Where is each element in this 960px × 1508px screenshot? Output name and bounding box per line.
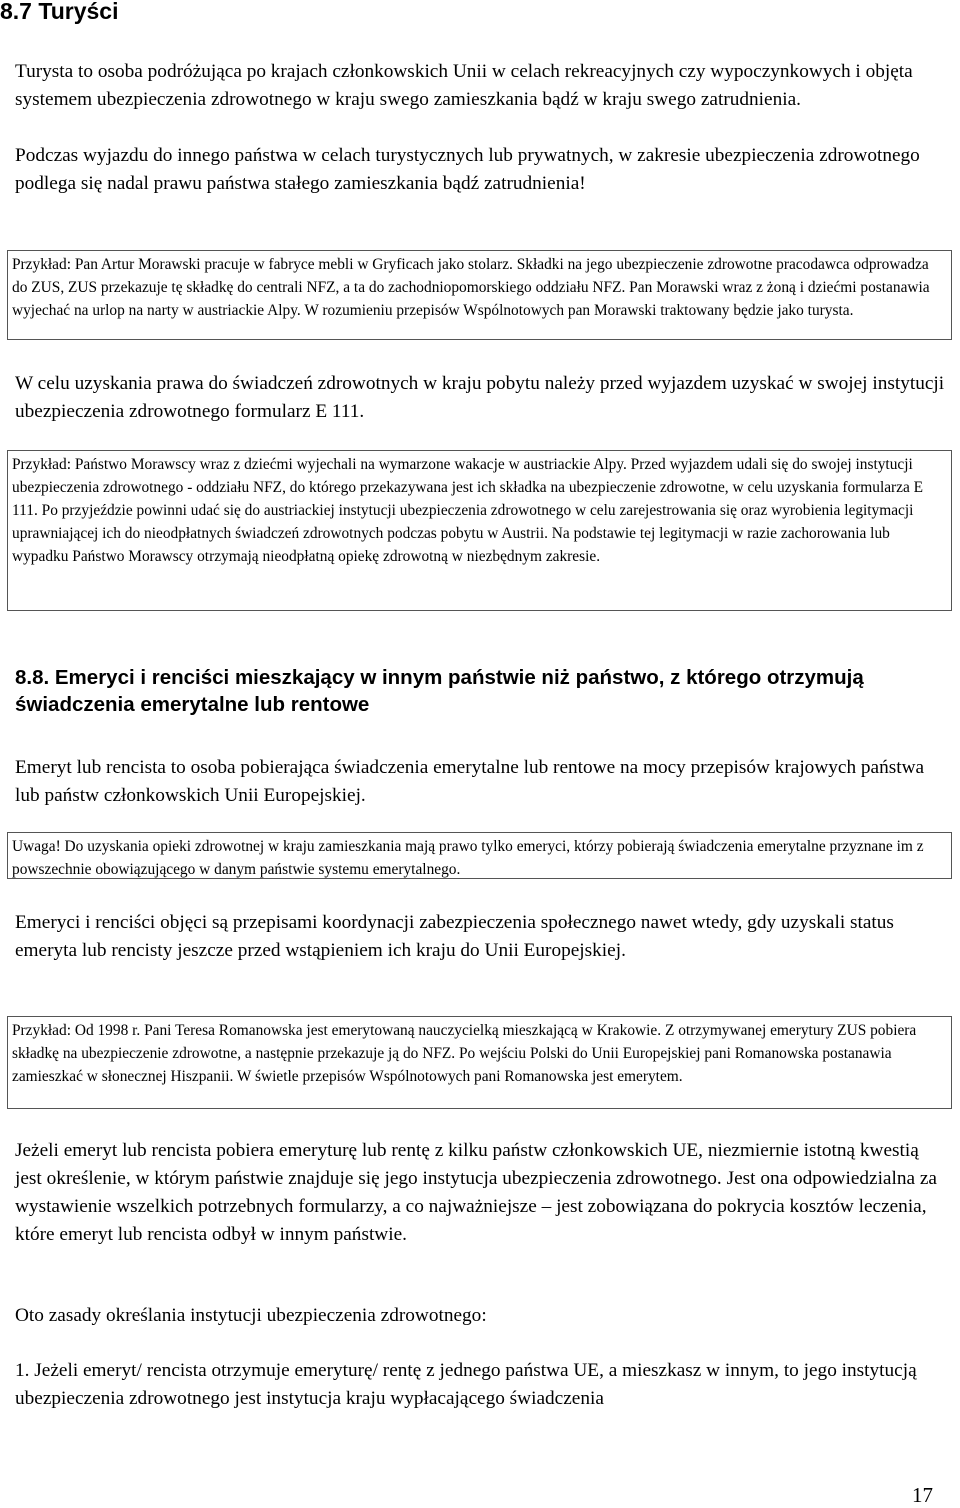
multiple-pensions-paragraph: Jeżeli emeryt lub rencista pobiera emeryturę lub rentę z kilku państw członkowskich UE, niezmiernie istotną kwestią jest określenie, w którym państwie znajduje się jego instytucja ubezpieczenia zdrowotnego. Jest ona odpowiedzialna za wystawienie wszelkich potrzebnych formularzy, a co najważniejsze – jest zobowiązana do pokrycia kosztów leczenia, które emeryt lub rencista odbył w innym państwie. bbox=[15, 1140, 937, 1245]
e111-paragraph: W celu uzyskania prawa do świadczeń zdrowotnych w kraju pobytu należy przed wyjazdem uzyskać w swojej instytucji ubezpieczenia zdrowotnego formularz E 111. bbox=[15, 373, 945, 422]
rule-item-1: 1. Jeżeli emeryt/ rencista otrzymuje emeryturę/ rentę z jednego państwa UE, a mieszkasz w innym, to jego instytucją ubezpieczenia zdrowotnego jest instytucja kraju wypłacającego świadczenia bbox=[15, 1360, 917, 1409]
example-text: Przykład: Od 1998 r. Pani Teresa Romanowska jest emerytowaną nauczycielką mieszkającą w Krakowie. Z otrzymywanej emerytury ZUS pobiera składkę na ubezpieczenie zdrowotne, a następnie przekazuje ją do NFZ. Po wejściu Polski do Unii Europejskiej pani Romanowska postanawia zamieszkać w słonecznej Hiszpanii. W świetle przepisów Wspólnotowych pani Romanowska jest emerytem. bbox=[12, 1022, 917, 1085]
page-number: 17 bbox=[912, 1483, 933, 1507]
example-text: Przykład: Pan Artur Morawski pracuje w fabryce mebli w Gryficach jako stolarz. Składki na jego ubezpieczenie zdrowotne pracodawca odprowadza do ZUS, ZUS przekazuje tę składkę do centrali NFZ, a ta do zachodniopomorskiego oddziału NFZ. Pan Morawski wraz z żoną i dziećmi postanawia wyjechać na urlop na narty w austriackie Alpy. W rozumieniu przepisów Wspólnotowych pan Morawski traktowany będzie jako turysta. bbox=[12, 256, 930, 319]
example-box-holiday bbox=[7, 450, 952, 611]
rules-intro: Oto zasady określania instytucji ubezpieczenia zdrowotnego: bbox=[15, 1305, 487, 1326]
note-text: Uwaga! Do uzyskania opieki zdrowotnej w kraju zamieszkania mają prawo tylko emeryci, którzy pobierają świadczenia emerytalne przyznane im z powszechnie obowiązującego w danym państwie systemu emerytalnego. bbox=[12, 838, 924, 878]
pensioner-coordination: Emeryci i renciści objęci są przepisami koordynacji zabezpieczenia społecznego nawet wtedy, gdy uzyskali status emeryta lub rencisty jeszcze przed wstąpieniem ich kraju do Unii Europejskiej. bbox=[15, 912, 894, 961]
example-text: Przykład: Państwo Morawscy wraz z dziećmi wyjechali na wymarzone wakacje w austriackie Alpy. Przed wyjazdem udali się do swojej instytucji ubezpieczenia zdrowotnego - oddziału NFZ, do którego przekazywana jest ich składka na ubezpieczenie zdrowotne, w celu uzyskania formularza E 111. Po przyjeździe powinni udać się do austriackiej instytucji ubezpieczenia zdrowotnego w celu zarejestrowania się oraz wyrobienia legitymacji uprawniającej ich do nieodpłatnych świadczeń zdrowotnych podczas pobytu w Austrii. Na podstawie tej legitymacji w razie zachorowania lub wypadku Państwo Morawscy otrzymają nieodpłatną opiekę zdrowotną w niezbędnym zakresie. bbox=[12, 456, 924, 565]
note-box bbox=[7, 832, 952, 879]
section-8-7-title: 8.7 Turyści bbox=[0, 0, 119, 24]
pensioner-definition: Emeryt lub rencista to osoba pobierająca świadczenia emerytalne lub rentowe na mocy przepisów krajowych państwa lub państw członkowskich Unii Europejskiej. bbox=[15, 757, 925, 806]
section-8-8-title: 8.8. Emeryci i renciści mieszkający w innym państwie niż państwo, z którego otrzymują świadczenia emerytalne lub rentowe bbox=[15, 666, 864, 716]
tourist-rule: Podczas wyjazdu do innego państwa w celach turystycznych lub prywatnych, w zakresie ubezpieczenia zdrowotnego podlega się nadal prawu państwa stałego zamieszkania bądź zatrudnienia! bbox=[15, 145, 920, 194]
example-box-romanowska bbox=[7, 1016, 952, 1109]
example-box-morawski bbox=[7, 250, 952, 340]
tourist-definition: Turysta to osoba podróżująca po krajach członkowskich Unii w celach rekreacyjnych czy wypoczynkowych i objęta systemem ubezpieczenia zdrowotnego w kraju swego zamieszkania bądź w kraju swego zatrudnienia. bbox=[15, 61, 913, 110]
